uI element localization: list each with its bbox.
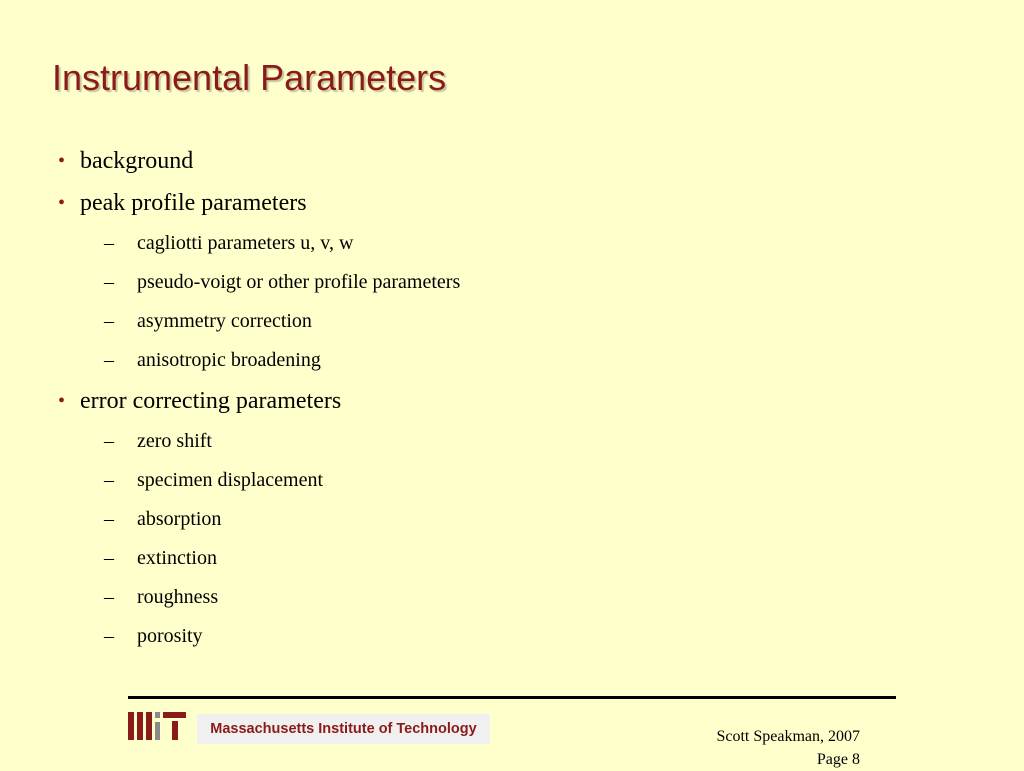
- sub-bullet-text: pseudo-voigt or other profile parameters: [137, 271, 461, 293]
- bullet-marker: [58, 188, 65, 218]
- bullet-item: [58, 146, 958, 176]
- mit-logo-icon: [128, 712, 186, 740]
- footer-credits: [716, 725, 860, 771]
- page-number: Page 8: [816, 751, 860, 768]
- sub-bullet-item: [58, 428, 958, 455]
- sub-bullet-text: roughness: [137, 586, 219, 608]
- slide-title: Instrumental Parameters: [52, 57, 447, 98]
- bullet-item: [58, 188, 958, 218]
- dash-marker: [104, 230, 114, 257]
- institution-name: Massachusetts Institute of Technology: [197, 714, 490, 744]
- dash-marker: [104, 467, 114, 494]
- bullet-marker: [58, 146, 65, 176]
- bullet-item: [58, 386, 958, 416]
- bullet-text: error correcting parameters: [80, 388, 342, 414]
- sub-bullet-text: cagliotti parameters u, v, w: [137, 232, 354, 254]
- sub-bullet-item: [58, 623, 958, 650]
- sub-bullet-item: [58, 269, 958, 296]
- dash-marker: [104, 308, 114, 335]
- dash-marker: [104, 545, 114, 572]
- bullet-text: background: [80, 148, 194, 174]
- sub-bullet-item: [58, 545, 958, 572]
- sub-bullet-item: [58, 506, 958, 533]
- sub-bullet-item: [58, 467, 958, 494]
- footer-divider: [128, 696, 896, 699]
- dash-marker: [104, 623, 114, 650]
- sub-bullet-item: [58, 347, 958, 374]
- bullet-marker: [58, 386, 65, 416]
- bullet-text: peak profile parameters: [80, 190, 307, 216]
- sub-bullet-item: [58, 584, 958, 611]
- sub-bullet-item: [58, 230, 958, 257]
- dash-marker: [104, 269, 114, 296]
- sub-bullet-text: asymmetry correction: [137, 310, 312, 332]
- sub-bullet-text: anisotropic broadening: [137, 349, 321, 371]
- sub-bullet-item: [58, 308, 958, 335]
- dash-marker: [104, 506, 114, 533]
- sub-bullet-text: specimen displacement: [137, 469, 324, 491]
- dash-marker: [104, 428, 114, 455]
- author-year: Scott Speakman, 2007: [716, 728, 860, 745]
- sub-bullet-text: porosity: [137, 625, 203, 647]
- bullet-list: [58, 146, 958, 662]
- dash-marker: [104, 584, 114, 611]
- sub-bullet-text: extinction: [137, 547, 217, 569]
- sub-bullet-text: absorption: [137, 508, 222, 530]
- sub-bullet-text: zero shift: [137, 430, 212, 452]
- dash-marker: [104, 347, 114, 374]
